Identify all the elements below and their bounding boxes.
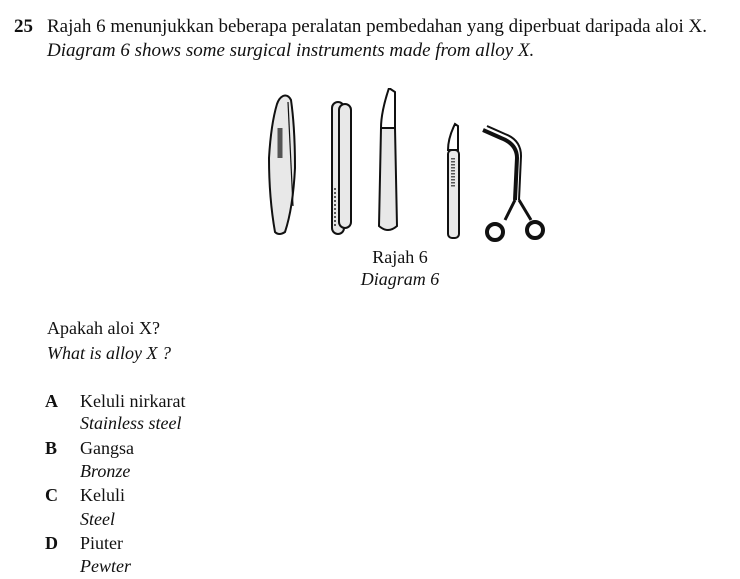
small-scalpel-icon bbox=[448, 124, 459, 238]
option-d-letter[interactable]: D bbox=[45, 533, 58, 553]
figure-caption-malay: Rajah 6 bbox=[372, 247, 428, 267]
scalpel-icon bbox=[379, 88, 397, 230]
option-c-malay[interactable]: Keluli bbox=[80, 485, 125, 505]
scissors-icon bbox=[483, 126, 543, 240]
option-b-english[interactable]: Bronze bbox=[80, 461, 131, 481]
option-b-malay[interactable]: Gangsa bbox=[80, 438, 134, 458]
prompt-malay: Apakah aloi X? bbox=[47, 318, 160, 338]
surgical-instruments-figure bbox=[255, 88, 555, 248]
prompt-english: What is alloy X ? bbox=[47, 343, 171, 363]
option-a-letter[interactable]: A bbox=[45, 391, 58, 411]
option-c-english[interactable]: Steel bbox=[80, 509, 115, 529]
option-c-letter[interactable]: C bbox=[45, 485, 58, 505]
figure-caption-english: Diagram 6 bbox=[360, 269, 440, 289]
tweezers-icon bbox=[332, 102, 351, 234]
question-number: 25 bbox=[14, 16, 33, 37]
option-d-malay[interactable]: Piuter bbox=[80, 533, 123, 553]
option-d-english[interactable]: Pewter bbox=[80, 556, 131, 576]
question-text-malay: Rajah 6 menunjukkan beberapa peralatan pembedahan yang diperbuat daripada aloi X. bbox=[47, 16, 707, 37]
forceps-icon bbox=[269, 96, 295, 235]
question-text-english: Diagram 6 shows some surgical instruments made from alloy X. bbox=[47, 40, 535, 61]
option-a-malay[interactable]: Keluli nirkarat bbox=[80, 391, 186, 411]
option-b-letter[interactable]: B bbox=[45, 438, 58, 458]
option-a-english[interactable]: Stainless steel bbox=[80, 413, 182, 433]
